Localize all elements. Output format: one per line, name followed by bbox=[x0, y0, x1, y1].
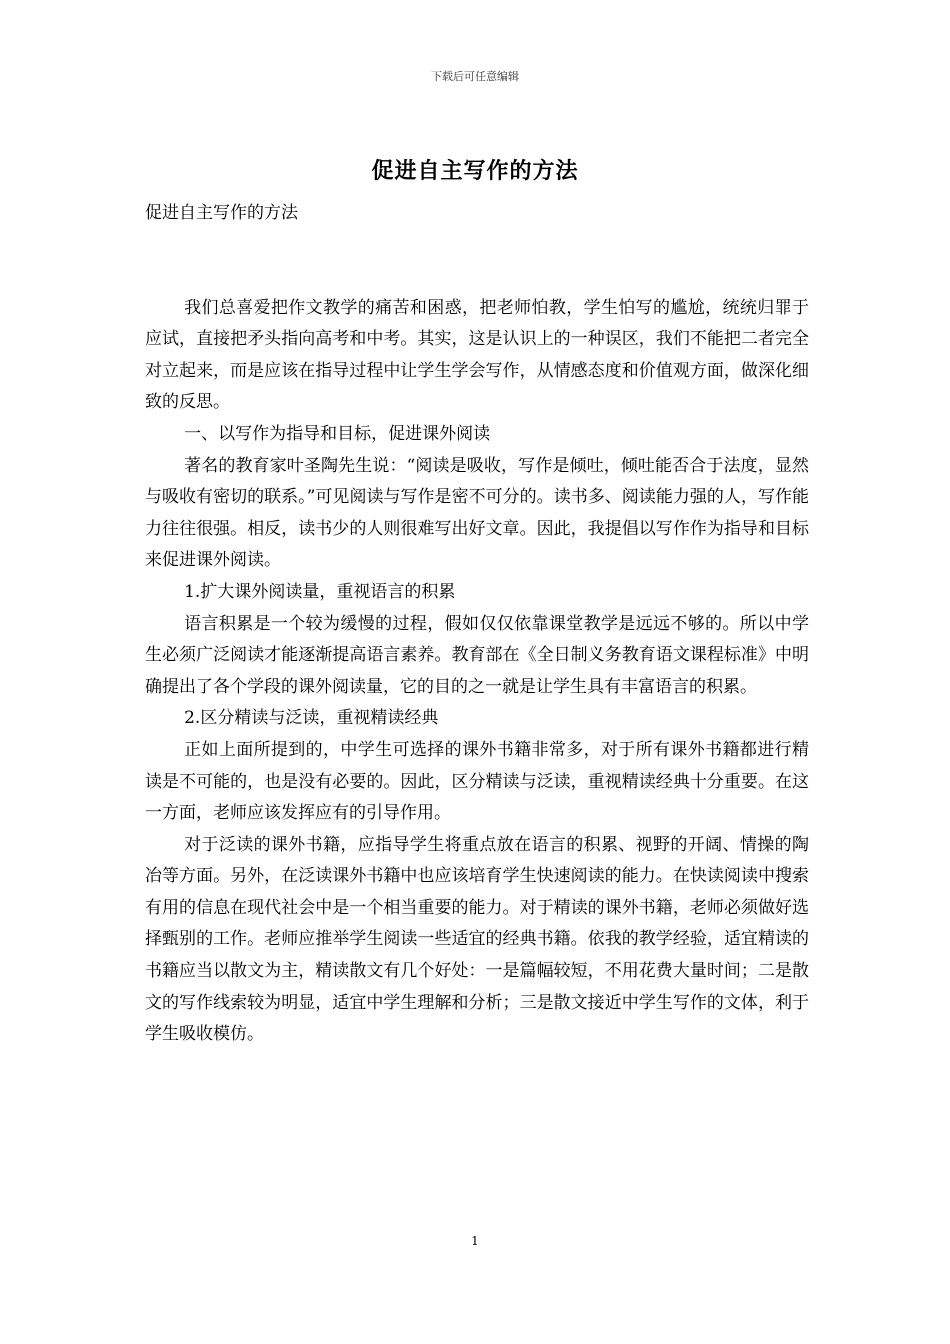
document-title: 促进自主写作的方法 bbox=[371, 158, 579, 184]
subsection-heading-2: 2.区分精读与泛读，重视精读经典 bbox=[184, 708, 439, 729]
document-body bbox=[145, 198, 809, 1051]
paragraph-language-accumulation: 语言积累是一个较为缓慢的过程，假如仅仅依靠课堂教学是远远不够的。所以中学生必须广泛阅读才能逐渐提高语言素养。教育部在《全日制义务教育语文课程标准》中明确提出了各个学段的课外阅读量，它的目的之一就是让学生具有丰富语言的积累。 bbox=[145, 613, 809, 697]
section-heading-1: 一、以写作为指导和目标，促进课外阅读 bbox=[184, 423, 491, 444]
document-subtitle: 促进自主写作的方法 bbox=[145, 203, 298, 223]
page-number: 1 bbox=[471, 1234, 479, 1248]
paragraph-extensive-reading: 对于泛读的课外书籍，应指导学生将重点放在语言的积累、视野的开阔、情操的陶冶等方面。另外，在泛读课外书籍中也应该培育学生快速阅读的能力。在快读阅读中搜索有用的信息在现代社会中是一个相当重要的能力。对于精读的课外书籍，老师必须做好选择甄别的工作。老师应推举学生阅读一些适宜的经典书籍。依我的教学经验，适宜精读的书籍应当以散文为主，精读散文有几个好处：一是篇幅较短，不用花费大量时间；二是散文的写作线索较为明显，适宜中学生理解和分析；三是散文接近中学生写作的文体，利于学生吸收模仿。 bbox=[145, 834, 809, 1045]
paragraph-intensive-reading: 正如上面所提到的，中学生可选择的课外书籍非常多，对于所有课外书籍都进行精读是不可能的，也是没有必要的。因此，区分精读与泛读，重视精读经典十分重要。在这一方面，老师应该发挥应有的引导作用。 bbox=[145, 739, 809, 824]
blank-line bbox=[145, 230, 809, 293]
paragraph-quote: 著名的教育家叶圣陶先生说：“阅读是吸收，写作是倾吐，倾吐能否合于法度，显然与吸收有密切的联系。”可见阅读与写作是密不可分的。读书多、阅读能力强的人，写作能力往往很强。相反，读书少的人则很难写出好文章。因此，我提倡以写作作为指导和目标来促进课外阅读。 bbox=[145, 455, 809, 571]
header-note: 下载后可任意编辑 bbox=[431, 70, 519, 83]
paragraph-intro: 我们总喜爱把作文教学的痛苦和困惑，把老师怕教，学生怕写的尴尬，统统归罪于应试，直接把矛头指向高考和中考。其实，这是认识上的一种误区，我们不能把二者完全对立起来，而是应该在指导过程中让学生学会写作，从情感态度和价值观方面，做深化细致的反思。 bbox=[145, 297, 809, 413]
subsection-heading-1: 1.扩大课外阅读量，重视语言的积累 bbox=[184, 581, 456, 602]
